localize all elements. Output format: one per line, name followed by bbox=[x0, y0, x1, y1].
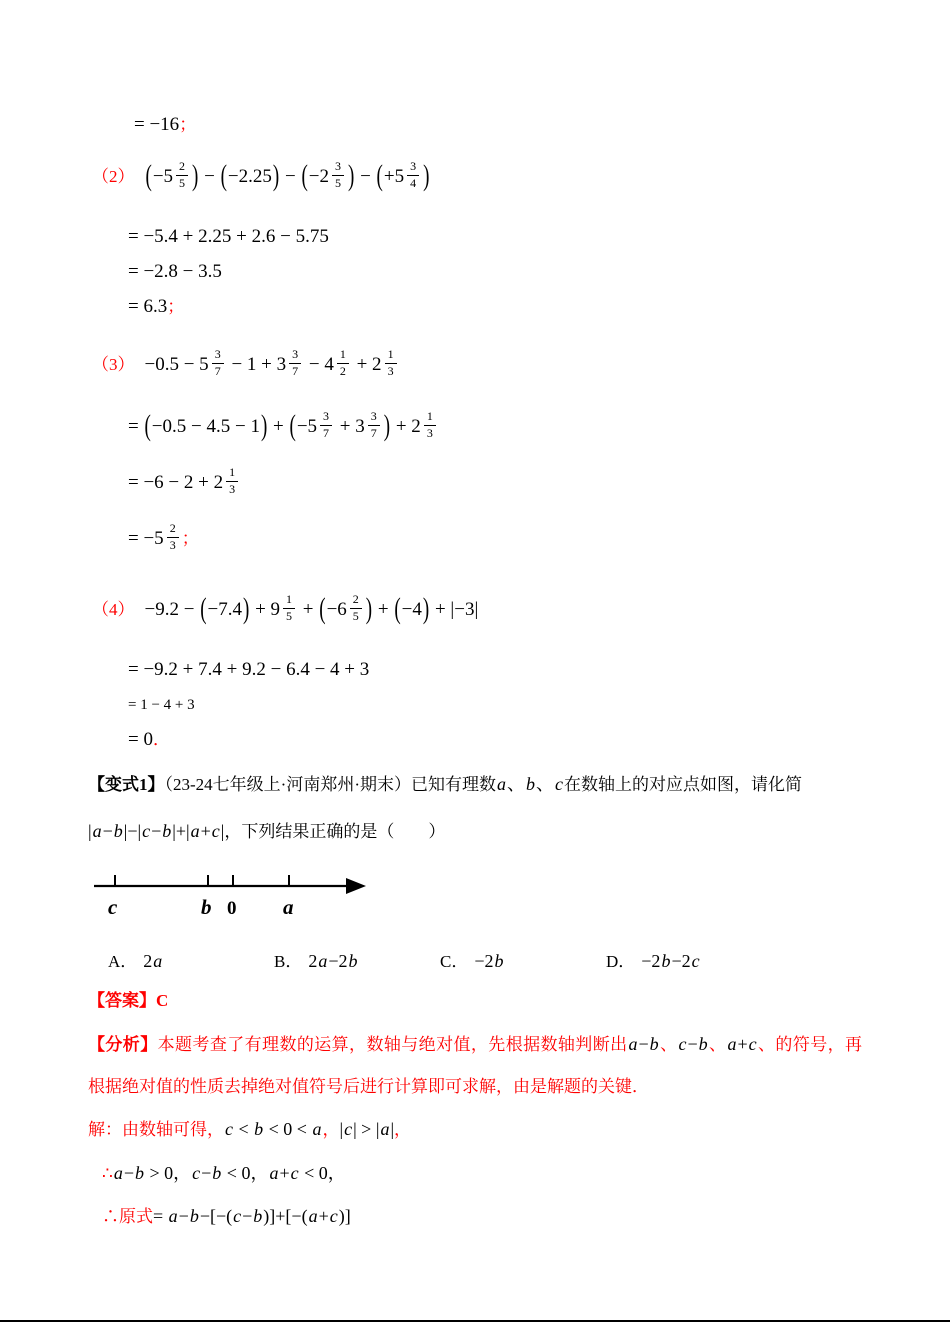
variant-text: 已知有理数 bbox=[410, 775, 496, 794]
part4-label: （4） bbox=[92, 600, 135, 619]
option-c-letter: C． bbox=[440, 952, 469, 971]
option-c bbox=[440, 947, 606, 972]
equation-text: = 1 − 4 + 3 bbox=[128, 697, 195, 713]
label-zero: 0 bbox=[227, 898, 237, 919]
option-d-value: −2b−2c bbox=[641, 951, 700, 971]
axis-arrowhead bbox=[346, 878, 366, 894]
red-punctuation: ； bbox=[167, 297, 185, 316]
part3-step-line bbox=[128, 404, 862, 451]
analysis-text: 、的符号，再根据绝对值的性质去掉绝对值符号后进行计算即可求解，由是解题的关键． bbox=[88, 1035, 863, 1096]
equation-text: = −5 $\frac{2}{3}$ bbox=[128, 528, 182, 549]
variant-question-text: ，下列结果正确的是（ ） bbox=[224, 822, 446, 841]
solution-prefix: 解：由数轴可得， bbox=[88, 1120, 224, 1139]
therefore-line-2 bbox=[102, 1200, 862, 1233]
option-b-letter: B． bbox=[274, 952, 303, 971]
solution-deduction-line bbox=[88, 1112, 862, 1147]
sign-conclusions: a−b > 0，c−b < 0，a+c < 0， bbox=[113, 1163, 346, 1183]
abs-comparison: |c| > |a| bbox=[339, 1119, 395, 1139]
variant-variables: a、b、c bbox=[496, 774, 563, 794]
rewritten-expression: = a−b−[−(c−b)]+[−(a+c)] bbox=[153, 1206, 351, 1226]
absolute-value-expression: |a−b|−|c−b|+|a+c| bbox=[88, 821, 225, 841]
label-c: c bbox=[108, 895, 118, 919]
equation-text: = −9.2 + 7.4 + 9.2 − 6.4 − 4 + 3 bbox=[128, 659, 370, 680]
part2-step-line bbox=[128, 224, 862, 250]
variant-source: （23-24七年级上·河南郑州·期末） bbox=[164, 775, 411, 794]
part2-expression: (−5 $\frac{2}{5}$ ) − (−2.25) − (−2 $\frac{3}{5}$ ) − (+5 $\frac{3}{4}$ ) bbox=[145, 159, 430, 193]
label-a: a bbox=[283, 895, 294, 919]
part3-step-line bbox=[128, 516, 862, 563]
analysis-math: a+c bbox=[727, 1034, 757, 1054]
number-line-svg bbox=[90, 864, 380, 924]
option-a-letter: A． bbox=[108, 952, 138, 971]
analysis-math: c−b bbox=[678, 1034, 708, 1054]
analysis-paragraph bbox=[88, 1023, 862, 1108]
analysis-text: 本题考查了有理数的运算，数轴与绝对值，先根据数轴判断出 bbox=[157, 1035, 628, 1054]
part3-expression-line bbox=[92, 342, 862, 388]
analysis-text: 、 bbox=[708, 1035, 727, 1054]
red-punctuation: ． bbox=[152, 730, 170, 749]
answer-line bbox=[88, 986, 862, 1011]
answer-value: C bbox=[156, 991, 169, 1010]
therefore-symbol: ∴ bbox=[102, 1164, 113, 1183]
part3-label: （3） bbox=[92, 355, 135, 374]
part2-expression-line bbox=[92, 152, 862, 202]
option-d-letter: D． bbox=[606, 952, 636, 971]
part3-expression: −0.5 − 5 $\frac{3}{7}$ − 1 + 3 $\frac{3}{7}$ − 4 $\frac{1}{2}$ + 2 $\frac{1}{3}$ bbox=[145, 342, 400, 388]
part4-expression-line bbox=[92, 585, 862, 635]
choice-options-row bbox=[108, 947, 862, 972]
red-punctuation: ， bbox=[322, 1120, 340, 1139]
part2-label: （2） bbox=[92, 167, 135, 186]
red-punctuation: ； bbox=[181, 529, 199, 548]
part4-step-line bbox=[128, 657, 862, 683]
part4-step-line bbox=[128, 692, 862, 718]
part3-step-line bbox=[128, 460, 862, 507]
part1-result-line bbox=[134, 110, 862, 136]
equation-text: = −2.8 − 3.5 bbox=[128, 261, 222, 282]
equation-text: = −5.4 + 2.25 + 2.6 − 5.75 bbox=[128, 226, 329, 247]
analysis-text: 、 bbox=[659, 1035, 678, 1054]
equation-text: = 0 bbox=[128, 729, 153, 750]
label-b: b bbox=[201, 895, 212, 919]
option-a-value: 2a bbox=[143, 951, 163, 971]
number-line-figure bbox=[90, 864, 862, 929]
equation-text: = −6 − 2 + 2 $\frac{1}{3}$ bbox=[128, 472, 241, 493]
therefore-line-1 bbox=[102, 1157, 862, 1190]
option-c-value: −2b bbox=[474, 951, 504, 971]
equation-text: = (−0.5 − 4.5 − 1) + (−5 $\frac{3}{7}$ + 3 $\frac{3}{7}$ ) + 2 $\frac{1}{3}$ bbox=[128, 416, 439, 437]
option-b-value: 2a−2b bbox=[308, 951, 358, 971]
inequality-chain: c < b < 0 < a bbox=[225, 1119, 322, 1139]
variant-tag: 【变式1】 bbox=[88, 775, 165, 794]
equation-text: = −16 bbox=[134, 114, 180, 135]
page-bottom-border bbox=[0, 1320, 950, 1322]
option-d bbox=[606, 947, 772, 972]
answer-label: 【答案】 bbox=[88, 991, 156, 1010]
part4-step-line bbox=[128, 727, 862, 753]
therefore-original-expression-label: ∴原式 bbox=[102, 1207, 153, 1226]
variant-expression-line bbox=[88, 809, 862, 854]
equation-text: = 6.3 bbox=[128, 296, 168, 317]
red-punctuation: ； bbox=[179, 115, 197, 134]
part4-expression: −9.2 − (−7.4) + 9 $\frac{1}{5}$ + (−6 $\frac{2}{5}$ ) + (−4) + |−3| bbox=[144, 592, 479, 626]
part2-step-line bbox=[128, 259, 862, 285]
variant-text: 在数轴上的对应点如图，请化简 bbox=[563, 775, 802, 794]
option-b bbox=[274, 947, 440, 972]
red-punctuation: ， bbox=[394, 1120, 412, 1139]
analysis-label: 【分析】 bbox=[88, 1035, 158, 1054]
part2-step-line bbox=[128, 294, 862, 320]
analysis-math: a−b bbox=[628, 1034, 659, 1054]
option-a bbox=[108, 947, 274, 972]
variant-problem-paragraph bbox=[88, 769, 862, 800]
